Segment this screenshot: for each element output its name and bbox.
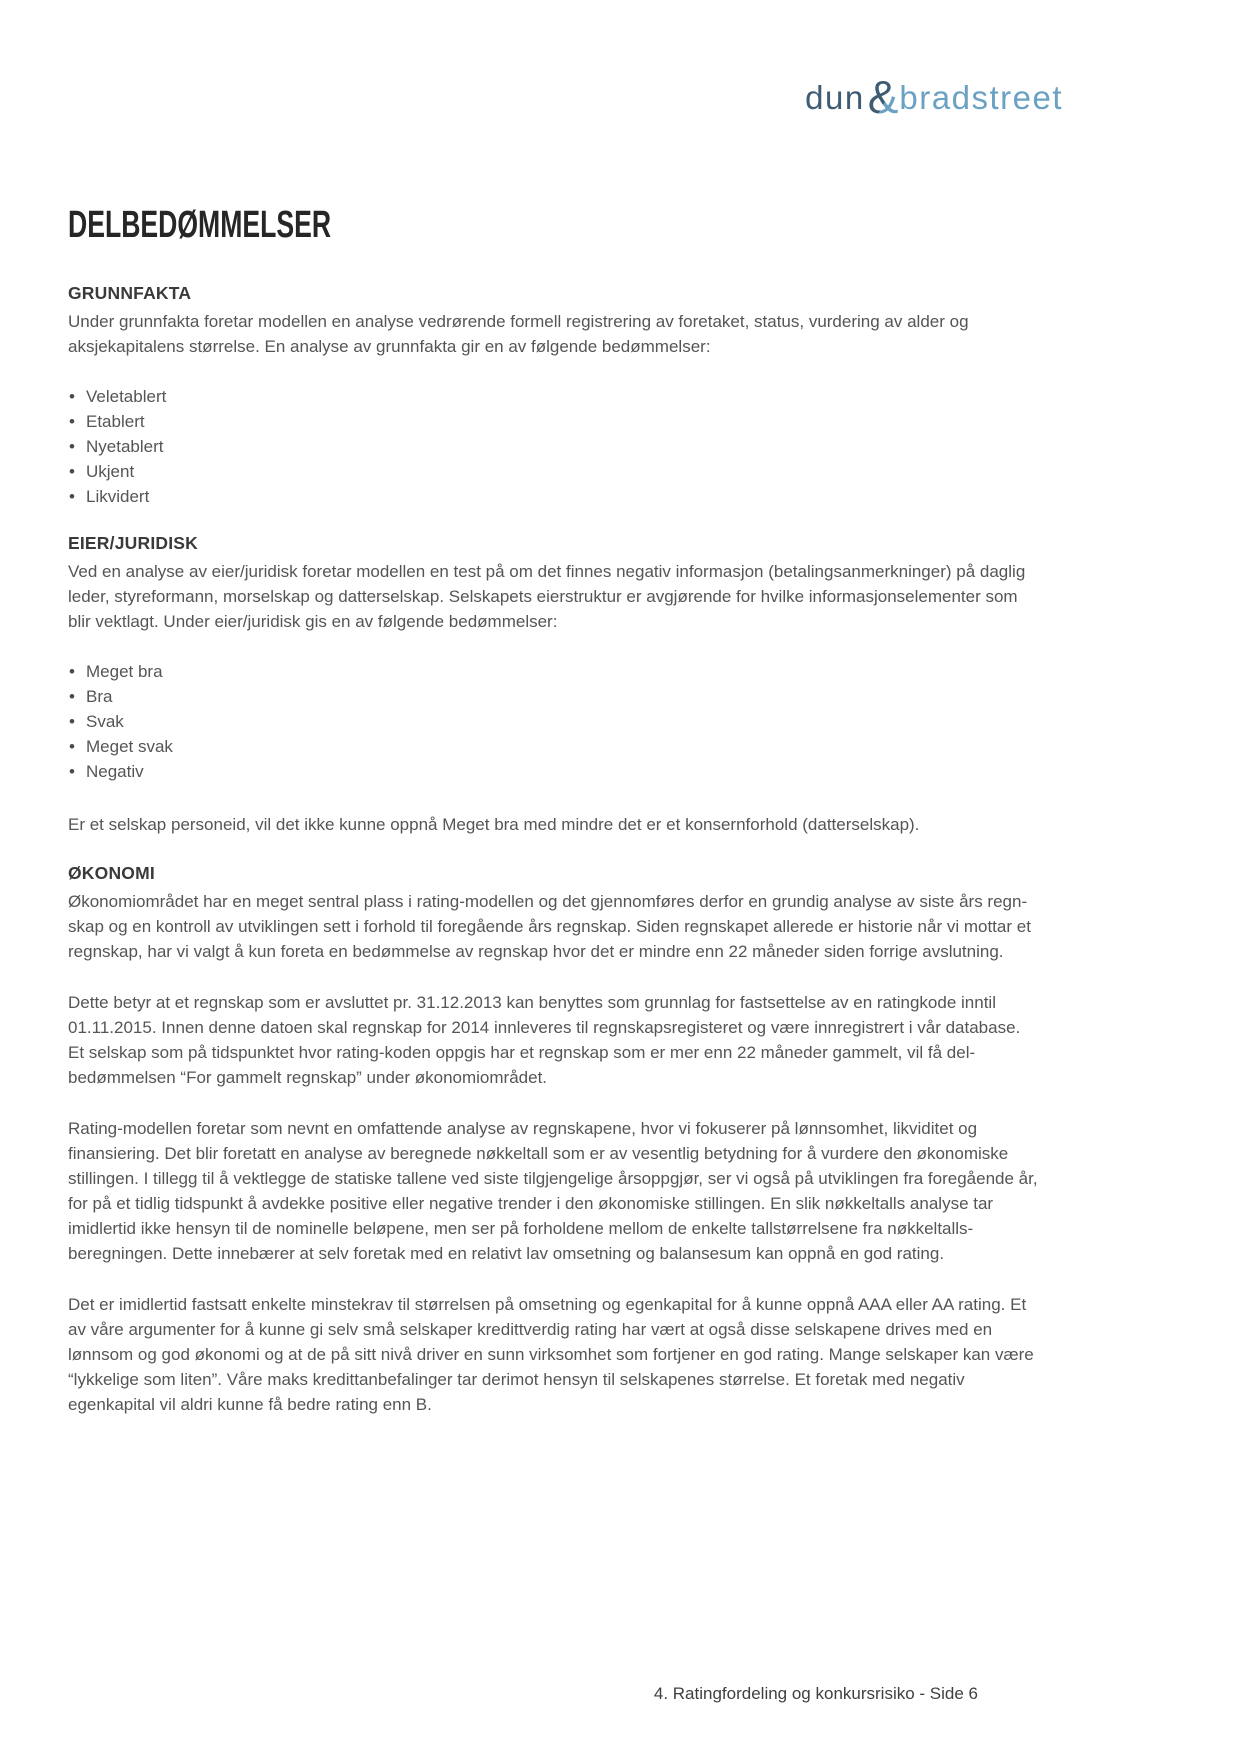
list-item [68, 409, 1038, 434]
section-heading-eier-juridisk: EIER/JURIDISK [68, 533, 198, 553]
body-paragraph: Rating-modellen foretar som nevnt en omfattende analyse av regnskapene, hvor vi fokuserer på lønnsomhet, likviditet og finansiering. Det blir foretatt en analyse av beregnede nøkkeltall som er av vesentlig betydning for å vurdere den økonomiske stillingen. I tillegg til å vektlegge de statiske tallene ved siste tilgjengelige årsoppgjør, ser vi også på utviklingen fra foregående år, for på et tidlig tidspunkt å avdekke positive eller negative trender i den økonomiske stillingen. En slik nøkkeltalls analyse tar imidlertid ikke hensyn til de nominelle beløpene, men ser på forholdene mellom de enkelte tallstørrelsene fra nøkkeltalls- beregningen. Dette innebærer at selv foretak med en relativt lav omsetning og balansesum kan oppnå en god rating. [68, 1119, 1038, 1263]
list-item [68, 384, 1038, 409]
logo-text-dun: dun [805, 79, 865, 116]
list-item-label: Likvidert [86, 487, 150, 506]
list-item-label: Veletablert [86, 387, 167, 406]
list-item [68, 734, 1038, 759]
logo-text-bradstreet: bradstreet [899, 79, 1063, 116]
list-item [68, 459, 1038, 484]
list-item [68, 484, 1038, 509]
section-okonomi [68, 863, 1038, 1417]
list-item-label: Meget svak [86, 737, 173, 756]
page-title: DELBEDØMMELSER [68, 204, 332, 246]
section-heading-okonomi: ØKONOMI [68, 863, 155, 883]
list-item [68, 759, 1038, 784]
list-item [68, 709, 1038, 734]
list-item-label: Svak [86, 712, 124, 731]
list-item-label: Meget bra [86, 662, 163, 681]
body-paragraph: Økonomiområdet har en meget sentral plass i rating-modellen og det gjennomføres derfor en grundig analyse av siste års regn- skap og en kontroll av utviklingen sett i forhold til foregående års regnskap. Siden regnskapet allerede er historie når vi mottar et regnskap, har vi valgt å kun foreta en bedømmelse av regnskap hvor det er mindre enn 22 måneder siden forrige avslutning. [68, 892, 1031, 961]
body-paragraph: Dette betyr at et regnskap som er avsluttet pr. 31.12.2013 kan benyttes som grunnlag for fastsettelse av en ratingkode inntil 01.11.2015. Innen denne datoen skal regnskap for 2014 innleveres til regnskapsregisteret og være innregistrert i vår database. Et selskap som på tidspunktet hvor rating-koden oppgis har et regnskap som er mer enn 22 måneder gammelt, vil få del- bedømmelsen “For gammelt regnskap” under økonomiområdet. [68, 993, 1021, 1087]
note-paragraph: Er et selskap personeid, vil det ikke kunne oppnå Meget bra med mindre det er et konsernforhold (datterselskap). [68, 815, 920, 834]
list-item [68, 684, 1038, 709]
document-body [68, 205, 1038, 1443]
body-paragraph: Det er imidlertid fastsatt enkelte minstekrav til størrelsen på omsetning og egenkapital for å kunne oppnå AAA eller AA rating. Et av våre argumenter for å kunne gi selv små selskaper kredittverdig rating har vært at også disse selskapene drives med en lønnsom og god økonomi og at de på sitt nivå driver en sunn virksomhet som fortjener en god rating. Mange selskaper kan være “lykkelige som liten”. Våre maks kredittanbefalinger tar derimot hensyn til selskapenes størrelse. Et foretak med negativ egenkapital vil aldri kunne få bedre rating enn B. [68, 1295, 1034, 1414]
body-paragraph: Under grunnfakta foretar modellen en analyse vedrørende formell registrering av foretaket, status, vurdering av alder og aksjekapitalens størrelse. En analyse av grunnfakta gir en av følgende bedømmelser: [68, 312, 969, 356]
section-eier-juridisk [68, 533, 1038, 837]
list-item-label: Negativ [86, 762, 144, 781]
eier-juridisk-bullet-list [68, 659, 1038, 784]
list-item-label: Etablert [86, 412, 145, 431]
list-item-label: Nyetablert [86, 437, 164, 456]
list-item-label: Bra [86, 687, 113, 706]
body-paragraph: Ved en analyse av eier/juridisk foretar modellen en test på om det finnes negativ informasjon (betalingsanmerkninger) på daglig leder, styreformann, morselskap og datterselskap. Selskapets eierstruktur er avgjørende for hvilke informasjonselementer som blir vektlagt. Under eier/juridisk gis en av følgende bedømmelser: [68, 562, 1026, 631]
list-item [68, 434, 1038, 459]
grunnfakta-bullet-list [68, 384, 1038, 509]
section-heading-grunnfakta: GRUNNFAKTA [68, 283, 192, 303]
dun-bradstreet-logo [805, 71, 1063, 128]
page-footer: 4. Ratingfordeling og konkursrisiko - Side 6 [653, 1684, 978, 1703]
list-item [68, 659, 1038, 684]
section-grunnfakta [68, 283, 1038, 509]
list-item-label: Ukjent [86, 462, 135, 481]
ampersand-icon: & [867, 71, 899, 123]
